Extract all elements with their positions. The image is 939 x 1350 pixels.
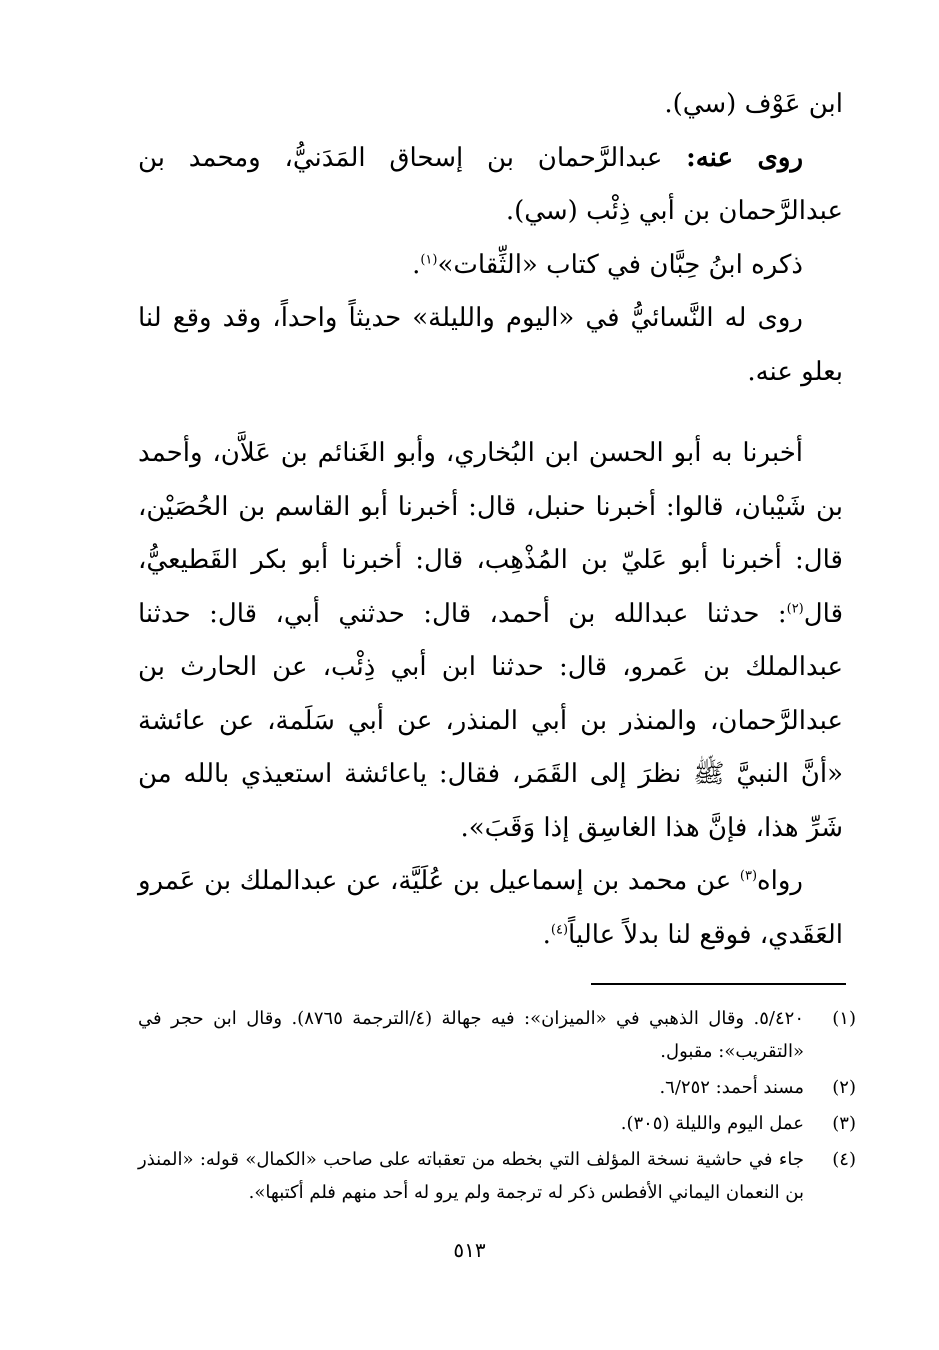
footnote-3 xyxy=(138,1107,856,1140)
paragraph-6 xyxy=(138,855,843,962)
paragraph-1: ابن عَوْف (سي). xyxy=(664,89,843,119)
paragraph-5-text-a: أخبرنا به أبو الحسن ابن البُخاري، وأبو الغَنائم بن عَلاَّن، وأحمد بن شَيْبان، قالوا: أخبرنا حنبل، قال: أخبرنا أبو القاسم بن الحُصَيْن، قال: أخبرنا أبو عَليّ بن المُذْهِب، قال: أخبرنا أبو بكر القَطيعيُّ، قال xyxy=(138,438,843,629)
footnote-divider xyxy=(591,983,846,985)
footnote-ref-3[interactable]: (٣) xyxy=(739,868,758,884)
main-text xyxy=(138,78,843,962)
footnote-2 xyxy=(138,1071,856,1104)
footnote-number: (٣) xyxy=(832,1113,856,1134)
footnotes xyxy=(138,1002,856,1212)
paragraph-2 xyxy=(138,132,843,239)
paragraph-3-end: . xyxy=(412,249,421,280)
narrated-from-label: روى عنه: xyxy=(686,142,803,173)
footnote-ref-1[interactable]: (١) xyxy=(420,251,438,267)
footnote-text: عمل اليوم والليلة (٣٠٥). xyxy=(620,1113,804,1134)
footnote-1 xyxy=(138,1002,856,1068)
footnote-4 xyxy=(138,1143,856,1209)
footnote-text: جاء في حاشية نسخة المؤلف التي بخطه من تعقباته على صاحب «الكمال» قوله: «المنذر بن النعمان اليماني الأفطس ذكر له ترجمة ولم يرو له أحد منهم فلم أكتبها». xyxy=(138,1149,804,1203)
footnote-text: ٥/٤٢٠. وقال الذهبي في «الميزان»: فيه جهالة (٤/الترجمة ٨٧٦٥). وقال ابن حجر في «التقريب»: مقبول. xyxy=(138,1008,804,1062)
paragraph-6-text-b: عن محمد بن إسماعيل بن عُلَيَّة، عن عبدالملك بن عَمرو العَقَدي، فوقع لنا بدلاً عالياً xyxy=(138,866,843,950)
paragraph-3-text: ذكره ابنُ حِبَّان في كتاب «الثِّقات» xyxy=(437,249,803,280)
paragraph-6-text-a: رواه xyxy=(757,866,803,896)
footnote-text: مسند أحمد: ٦/٢٥٢. xyxy=(659,1077,804,1098)
paragraph-6-end: . xyxy=(542,919,551,950)
paragraph-5-text-b: : حدثنا عبدالله بن أحمد، قال: حدثني أبي، قال: حدثنا عبدالملك بن عَمرو، قال: حدثنا ابن أبي ذِئْب، عن الحارث بن عبدالرَّحمان، والمنذر بن أبي المنذر، عن أبي سَلَمة، عن عائشة «أنَّ النبيَّ ﷺ نظرَ إلى القَمَر، فقال: ياعائشة استعيذي بالله من شَرِّ هذا، فإنَّ هذا الغاسِق إذا وَقَبَ». xyxy=(138,598,843,843)
footnote-ref-2[interactable]: (٢) xyxy=(786,600,804,616)
footnote-number: (١) xyxy=(832,1008,856,1029)
footnote-number: (٤) xyxy=(832,1149,856,1170)
paragraph-3 xyxy=(138,239,843,293)
footnote-ref-4[interactable]: (٤) xyxy=(550,921,569,937)
paragraph-5 xyxy=(138,427,843,855)
page-number: ٥١٣ xyxy=(453,1238,486,1262)
footnote-number: (٢) xyxy=(832,1077,856,1098)
paragraph-2-text: عبدالرَّحمان بن إسحاق المَدَنيُّ، ومحمد بن عبدالرَّحمان بن أبي ذِئْب (سي). xyxy=(138,142,843,226)
paragraph-4: روى له النَّسائيُّ في «اليوم والليلة» حديثاً واحداً، وقد وقع لنا بعلو عنه. xyxy=(138,303,843,387)
